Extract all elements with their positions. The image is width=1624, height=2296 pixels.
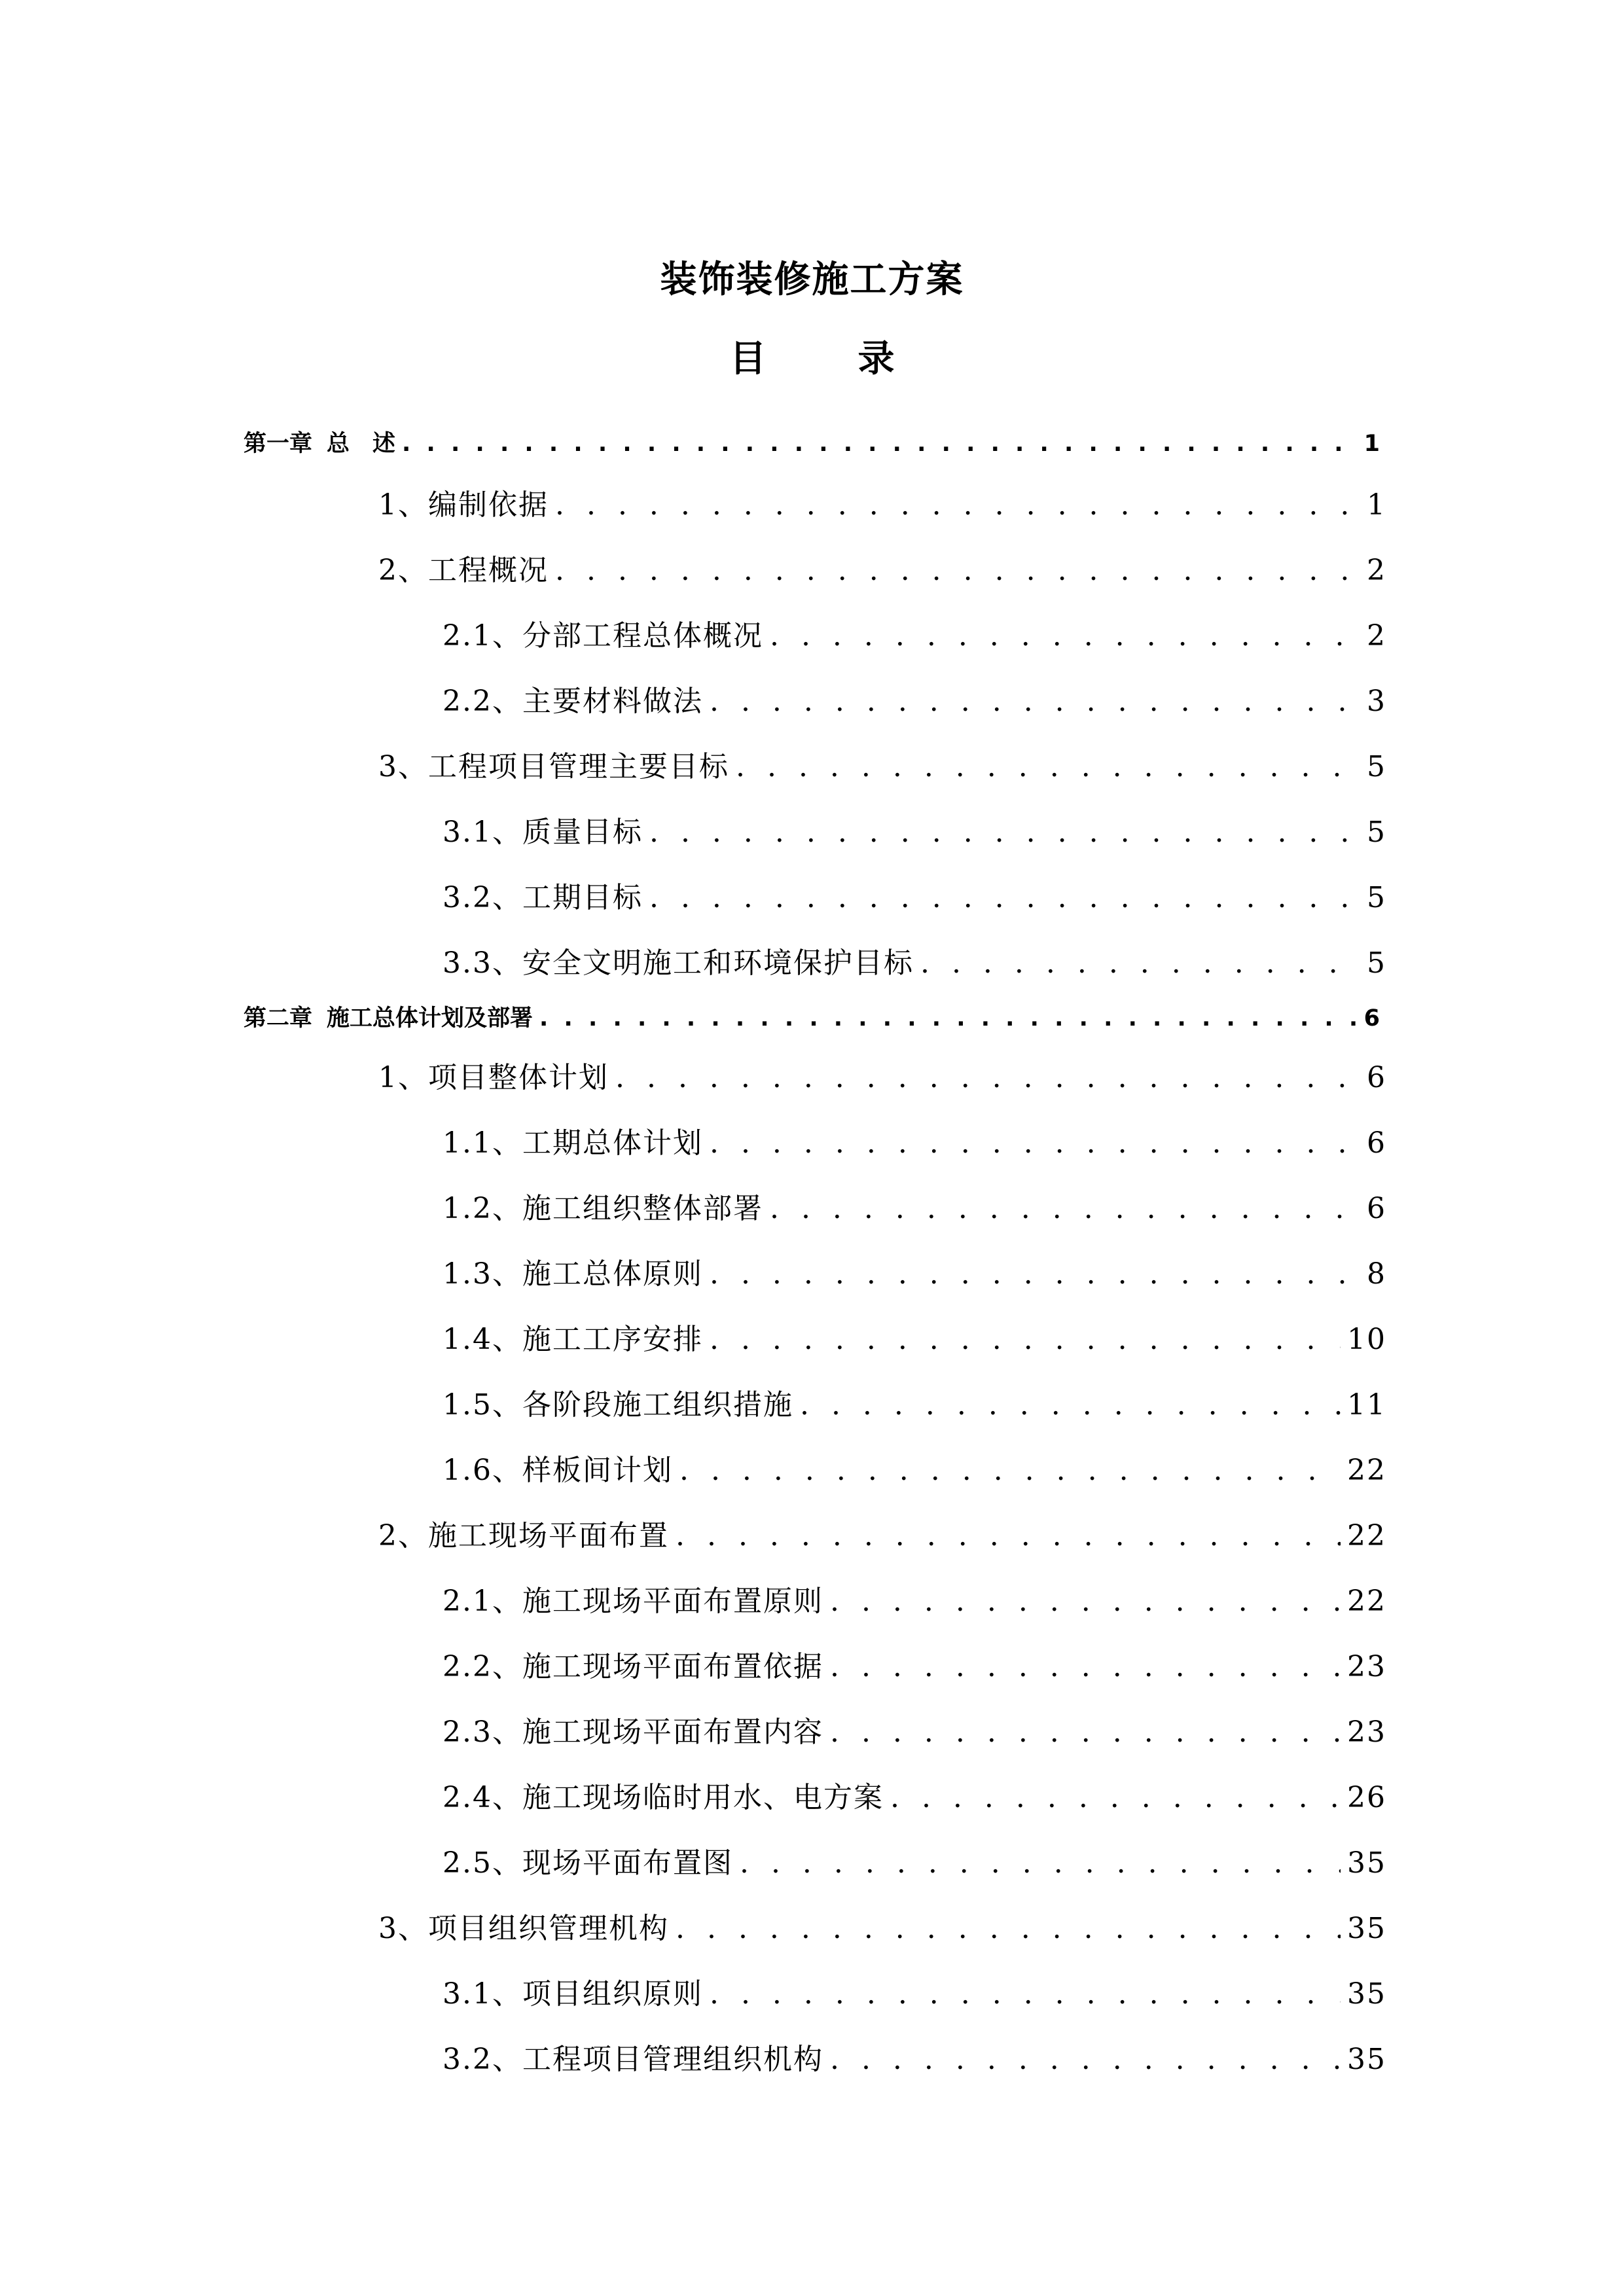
toc-heading-right: 录 bbox=[857, 337, 895, 380]
document-title: 装饰装修施工方案 bbox=[660, 259, 964, 301]
toc-entry[interactable] bbox=[442, 1712, 1386, 1753]
toc-entry-number: 1、 bbox=[378, 1061, 428, 1094]
toc-page-number: 6 bbox=[1367, 1126, 1386, 1160]
toc-entry-title: 样板间计划 bbox=[522, 1454, 673, 1487]
toc-entry-title: 施工组织整体部署 bbox=[522, 1192, 763, 1225]
toc-entry[interactable] bbox=[442, 812, 1386, 853]
toc-entry-title: 各阶段施工组织措施 bbox=[522, 1388, 793, 1422]
toc-entry[interactable] bbox=[442, 1842, 1386, 1884]
toc-entry-number: 1.5、 bbox=[442, 1388, 522, 1422]
toc-entry-number: 2.3、 bbox=[442, 1715, 522, 1749]
toc-entry-title: 质量目标 bbox=[522, 816, 643, 849]
toc-entry[interactable] bbox=[378, 550, 1386, 592]
toc-dot-leader bbox=[649, 812, 1360, 853]
toc-entry-title: 施工现场平面布置 bbox=[428, 1519, 669, 1552]
toc-entry-number: 2、 bbox=[378, 1519, 428, 1552]
toc-dot-leader bbox=[539, 1000, 1358, 1037]
toc-entry-number: 3.2、 bbox=[442, 881, 522, 914]
toc-entry-number: 第一章 bbox=[244, 431, 313, 457]
toc-entry-title: 分部工程总体概况 bbox=[522, 619, 763, 653]
toc-dot-leader bbox=[830, 1712, 1341, 1753]
toc-entry-number: 3.3、 bbox=[442, 946, 522, 980]
toc-entry-title: 施工工序安排 bbox=[522, 1323, 703, 1356]
toc-dot-leader bbox=[676, 1515, 1341, 1557]
toc-entry-title: 工程项目管理主要目标 bbox=[428, 750, 729, 783]
toc-entry-title: 项目组织原则 bbox=[522, 1977, 703, 2011]
toc-entry-title: 施工现场平面布置原则 bbox=[522, 1585, 823, 1618]
toc-dot-leader bbox=[555, 550, 1360, 592]
toc-page-number: 3 bbox=[1367, 685, 1386, 718]
toc-page-number: 35 bbox=[1347, 2043, 1386, 2076]
toc-entry-title: 主要材料做法 bbox=[522, 685, 703, 718]
toc-dot-leader bbox=[830, 1646, 1341, 1688]
toc-page-number: 6 bbox=[1363, 1005, 1380, 1031]
toc-dot-leader bbox=[736, 746, 1360, 788]
toc-dot-leader bbox=[555, 484, 1360, 526]
toc-entry-number: 2.1、 bbox=[442, 619, 522, 653]
toc-page-number: 22 bbox=[1347, 1454, 1386, 1487]
toc-entry-number: 2.5、 bbox=[442, 1846, 522, 1880]
toc-entry[interactable] bbox=[442, 1646, 1386, 1688]
toc-entry[interactable] bbox=[442, 1319, 1386, 1361]
toc-dot-leader bbox=[740, 1842, 1341, 1884]
toc-entry-title: 施工现场平面布置内容 bbox=[522, 1715, 823, 1749]
toc-entry[interactable] bbox=[442, 1777, 1386, 1819]
toc-page-number: 5 bbox=[1367, 946, 1386, 980]
toc-entry-title: 总 述 bbox=[327, 431, 396, 457]
toc-page-number: 5 bbox=[1367, 816, 1386, 849]
toc-dot-leader bbox=[679, 1450, 1341, 1492]
toc-entry-title: 施工现场平面布置依据 bbox=[522, 1650, 823, 1683]
toc-dot-leader bbox=[830, 1581, 1341, 1623]
toc-entry-title: 施工总体计划及部署 bbox=[327, 1005, 533, 1031]
toc-entry[interactable] bbox=[442, 1973, 1386, 2015]
toc-page-number: 35 bbox=[1347, 1977, 1386, 2011]
toc-entry[interactable] bbox=[442, 1450, 1386, 1492]
toc-entry-number: 3.2、 bbox=[442, 2043, 522, 2076]
toc-page-number: 2 bbox=[1367, 554, 1386, 587]
toc-entry-number: 2、 bbox=[378, 554, 428, 587]
toc-heading-left: 目 bbox=[729, 337, 767, 380]
toc-entry-number: 1.4、 bbox=[442, 1323, 522, 1356]
toc-dot-leader bbox=[710, 1319, 1341, 1361]
toc-entry-title: 现场平面布置图 bbox=[522, 1846, 733, 1880]
toc-entry-title: 工期总体计划 bbox=[522, 1126, 703, 1160]
toc-entry-title: 项目组织管理机构 bbox=[428, 1912, 669, 1945]
toc-entry-number: 第二章 bbox=[244, 1005, 313, 1031]
toc-entry-number: 2.4、 bbox=[442, 1781, 522, 1814]
toc-entry[interactable] bbox=[378, 1908, 1386, 1950]
toc-page-number: 22 bbox=[1347, 1519, 1386, 1552]
toc-page-number: 22 bbox=[1347, 1585, 1386, 1618]
toc-dot-leader bbox=[710, 681, 1360, 723]
toc-entry-title: 工程项目管理组织机构 bbox=[522, 2043, 823, 2076]
toc-entry[interactable] bbox=[442, 877, 1386, 919]
toc-entry-number: 1.6、 bbox=[442, 1454, 522, 1487]
toc-dot-leader bbox=[710, 1122, 1360, 1164]
toc-dot-leader bbox=[770, 615, 1360, 657]
toc-entry-title: 工程概况 bbox=[428, 554, 549, 587]
toc-dot-leader bbox=[770, 1188, 1360, 1230]
toc-entry-number: 3、 bbox=[378, 1912, 428, 1945]
toc-entry[interactable] bbox=[442, 1253, 1386, 1295]
toc-entry-number: 1.2、 bbox=[442, 1192, 522, 1225]
toc-entry-number: 1.3、 bbox=[442, 1257, 522, 1291]
toc-entry-number: 2.1、 bbox=[442, 1585, 522, 1618]
toc-entry[interactable] bbox=[442, 942, 1386, 984]
toc-entry[interactable] bbox=[442, 681, 1386, 723]
toc-page-number: 6 bbox=[1367, 1192, 1386, 1225]
toc-entry[interactable] bbox=[442, 2039, 1386, 2081]
toc-entry[interactable] bbox=[442, 1122, 1386, 1164]
toc-entry-title: 工期目标 bbox=[522, 881, 643, 914]
toc-page-number: 2 bbox=[1367, 619, 1386, 653]
toc-entry-title: 施工总体原则 bbox=[522, 1257, 703, 1291]
toc-dot-leader bbox=[649, 877, 1360, 919]
toc-entry[interactable] bbox=[442, 1581, 1386, 1623]
toc-dot-leader bbox=[615, 1057, 1360, 1099]
toc-page-number: 35 bbox=[1347, 1846, 1386, 1880]
toc-dot-leader bbox=[830, 2039, 1341, 2081]
toc-dot-leader bbox=[710, 1973, 1341, 2015]
toc-chapter-entry[interactable] bbox=[244, 1000, 1380, 1037]
toc-page-number: 26 bbox=[1347, 1781, 1386, 1814]
toc-page-number: 1 bbox=[1363, 431, 1380, 457]
toc-entry[interactable] bbox=[442, 615, 1386, 657]
toc-dot-leader bbox=[800, 1384, 1341, 1426]
toc-dot-leader bbox=[676, 1908, 1341, 1950]
toc-entry[interactable] bbox=[442, 1384, 1386, 1426]
toc-entry-title: 施工现场临时用水、电方案 bbox=[522, 1781, 884, 1814]
toc-entry-number: 3、 bbox=[378, 750, 428, 783]
toc-entry-title: 项目整体计划 bbox=[428, 1061, 609, 1094]
toc-chapter-entry[interactable] bbox=[244, 425, 1380, 462]
toc-page-number: 1 bbox=[1367, 488, 1386, 522]
toc-entry-title: 编制依据 bbox=[428, 488, 549, 522]
toc-entry[interactable] bbox=[378, 1515, 1386, 1557]
toc-entry[interactable] bbox=[378, 484, 1386, 526]
toc-entry-number: 3.1、 bbox=[442, 816, 522, 849]
toc-entry-title: 安全文明施工和环境保护目标 bbox=[522, 946, 914, 980]
toc-entry[interactable] bbox=[442, 1188, 1386, 1230]
toc-page-number: 10 bbox=[1347, 1323, 1386, 1356]
toc-dot-leader bbox=[890, 1777, 1341, 1819]
toc-entry[interactable] bbox=[378, 1057, 1386, 1099]
toc-page-number: 8 bbox=[1367, 1257, 1386, 1291]
toc-page-number: 11 bbox=[1347, 1388, 1386, 1422]
toc-entry-number: 2.2、 bbox=[442, 685, 522, 718]
toc-entry[interactable] bbox=[378, 746, 1386, 788]
toc-page-number: 23 bbox=[1347, 1715, 1386, 1749]
toc-entry-number: 1.1、 bbox=[442, 1126, 522, 1160]
toc-dot-leader bbox=[710, 1253, 1360, 1295]
toc-page-number: 5 bbox=[1367, 881, 1386, 914]
toc-dot-leader bbox=[402, 425, 1358, 462]
toc-entry-number: 1、 bbox=[378, 488, 428, 522]
toc-page-number: 23 bbox=[1347, 1650, 1386, 1683]
toc-entry-number: 3.1、 bbox=[442, 1977, 522, 2011]
toc-page-number: 35 bbox=[1347, 1912, 1386, 1945]
toc-page-number: 6 bbox=[1367, 1061, 1386, 1094]
toc-dot-leader bbox=[920, 942, 1360, 984]
toc-entry-number: 2.2、 bbox=[442, 1650, 522, 1683]
toc-page-number: 5 bbox=[1367, 750, 1386, 783]
